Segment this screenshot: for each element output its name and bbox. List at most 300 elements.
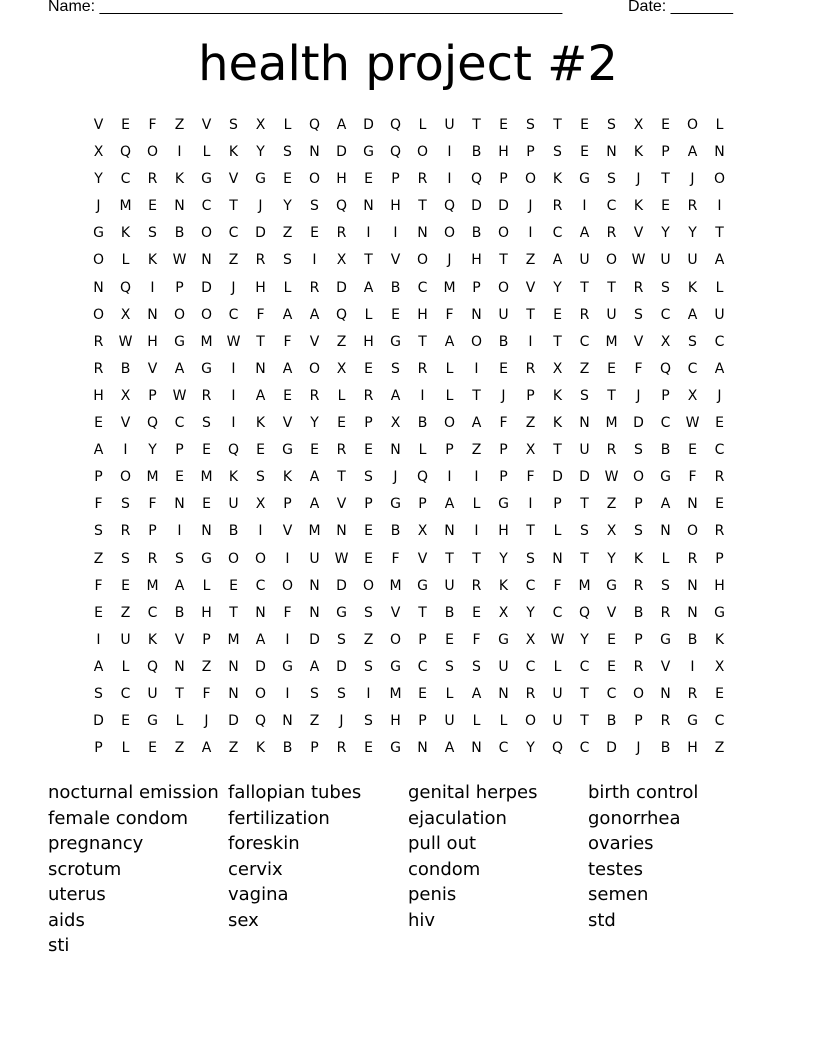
grid-letter: E (337, 415, 346, 432)
word-list-item: birth control (588, 782, 699, 803)
grid-letter: X (660, 333, 671, 350)
grid-letter: X (255, 496, 266, 513)
word-list-item: sex (228, 909, 259, 931)
grid-letter: C (255, 577, 266, 594)
grid-letter: O (686, 117, 699, 133)
grid-letter: R (147, 550, 158, 567)
grid-letter: G (660, 469, 671, 486)
grid-letter: Z (174, 740, 185, 757)
grid-letter: D (201, 279, 212, 296)
grid-letter: N (390, 442, 401, 459)
grid-letter: T (337, 469, 346, 486)
grid-letter: O (92, 306, 105, 323)
grid-letter: X (417, 523, 428, 540)
grid-letter: V (633, 225, 644, 242)
grid-letter: O (92, 252, 105, 269)
grid-letter: K (633, 144, 644, 161)
grid-letter: B (390, 279, 401, 296)
grid-letter: R (525, 685, 536, 702)
grid-letter: F (526, 469, 535, 486)
grid-letter: S (634, 442, 643, 459)
grid-letter: Q (254, 713, 267, 730)
grid-letter: D (471, 198, 482, 215)
grid-letter: I (582, 198, 587, 215)
grid-letter: V (201, 117, 212, 133)
grid-letter: P (499, 469, 508, 486)
grid-letter: M (389, 577, 402, 594)
grid-letter: L (499, 713, 508, 730)
grid-letter: L (202, 577, 211, 594)
grid-letter: V (228, 171, 239, 188)
grid-letter: C (660, 306, 671, 323)
grid-letter: V (147, 360, 158, 377)
grid-letter: K (228, 469, 239, 486)
grid-letter: E (499, 360, 508, 377)
grid-letter: K (147, 631, 158, 648)
grid-letter: S (256, 469, 265, 486)
grid-letter: I (528, 225, 533, 242)
grid-letter: S (553, 144, 562, 161)
grid-letter: U (309, 550, 320, 567)
grid-letter: P (175, 442, 184, 459)
grid-letter: P (418, 496, 427, 513)
grid-letter: F (391, 550, 400, 567)
grid-letter: N (309, 144, 320, 161)
grid-letter: E (715, 685, 724, 702)
grid-letter: N (255, 604, 266, 621)
grid-letter: Q (389, 144, 402, 161)
grid-letter: U (579, 252, 590, 269)
grid-letter: J (393, 469, 398, 486)
grid-letter: E (418, 685, 427, 702)
grid-letter: S (94, 523, 103, 540)
grid-letter: S (364, 604, 373, 621)
grid-letter: E (607, 631, 616, 648)
word-list-item: penis (408, 884, 457, 905)
grid-letter: D (552, 469, 563, 486)
grid-letter: L (121, 740, 130, 757)
grid-letter: A (471, 415, 482, 432)
grid-letter: W (226, 333, 241, 350)
grid-letter: G (390, 740, 401, 757)
grid-letter: E (499, 117, 508, 133)
grid-letter: P (202, 631, 211, 648)
grid-letter: N (687, 604, 698, 621)
grid-letter: C (579, 740, 590, 757)
grid-letter: L (445, 360, 454, 377)
grid-letter: F (283, 333, 292, 350)
grid-letter: M (308, 523, 321, 540)
grid-letter: C (525, 577, 536, 594)
grid-letter: C (120, 685, 131, 702)
grid-letter: R (552, 198, 563, 215)
grid-letter: C (417, 658, 428, 675)
grid-letter: Z (336, 333, 347, 350)
grid-letter: A (255, 631, 266, 648)
grid-letter: J (204, 713, 209, 730)
grid-letter: M (389, 685, 402, 702)
grid-letter: Y (526, 604, 535, 621)
grid-letter: O (416, 144, 429, 161)
grid-letter: N (471, 306, 482, 323)
grid-letter: A (174, 360, 185, 377)
grid-letter: P (553, 496, 562, 513)
grid-letter: L (337, 387, 346, 404)
grid-letter: M (605, 333, 618, 350)
grid-letter: E (94, 604, 103, 621)
grid-letter: J (231, 279, 236, 296)
grid-letter: N (201, 523, 212, 540)
grid-letter: Q (146, 658, 159, 675)
grid-letter: Y (310, 415, 319, 432)
grid-letter: I (690, 658, 695, 675)
grid-letter: H (255, 279, 266, 296)
grid-letter: U (579, 442, 590, 459)
grid-letter: Q (659, 360, 672, 377)
grid-letter: J (636, 740, 641, 757)
grid-letter: T (256, 333, 265, 350)
grid-letter: R (660, 713, 671, 730)
grid-letter: R (201, 387, 212, 404)
grid-letter: A (687, 144, 698, 161)
grid-letter: L (364, 306, 373, 323)
grid-letter: T (526, 523, 535, 540)
grid-letter: N (417, 225, 428, 242)
grid-letter: E (229, 577, 238, 594)
grid-letter: I (366, 225, 371, 242)
grid-letter: N (93, 279, 104, 296)
grid-letter: O (254, 685, 267, 702)
grid-letter: U (687, 252, 698, 269)
word-list-item: gonorrhea (588, 807, 681, 829)
grid-letter: Q (416, 469, 429, 486)
grid-letter: A (201, 740, 212, 757)
word-list-item: genital herpes (408, 782, 538, 803)
grid-letter: L (715, 117, 724, 133)
grid-letter: C (147, 604, 158, 621)
grid-letter: N (255, 360, 266, 377)
grid-letter: X (336, 360, 347, 377)
grid-letter: O (470, 333, 483, 350)
grid-letter: Z (228, 740, 239, 757)
word-search-grid (85, 112, 733, 762)
grid-letter: S (526, 550, 535, 567)
grid-letter: H (363, 333, 374, 350)
grid-letter: I (123, 442, 128, 459)
grid-letter: P (715, 550, 724, 567)
grid-letter: N (228, 685, 239, 702)
grid-letter: T (472, 387, 481, 404)
grid-letter: F (472, 631, 481, 648)
grid-letter: D (498, 198, 509, 215)
grid-letter: I (366, 685, 371, 702)
grid-letter: D (336, 144, 347, 161)
grid-letter: Y (553, 279, 562, 296)
grid-letter: C (687, 360, 698, 377)
grid-letter: G (174, 333, 185, 350)
grid-letter: X (687, 387, 698, 404)
grid-letter: R (633, 658, 644, 675)
grid-letter: D (336, 577, 347, 594)
grid-letter: L (175, 713, 184, 730)
grid-letter: N (309, 604, 320, 621)
grid-letter: I (447, 144, 452, 161)
grid-letter: G (606, 577, 617, 594)
grid-letter: L (472, 713, 481, 730)
grid-letter: S (634, 523, 643, 540)
grid-letter: W (685, 415, 700, 432)
grid-letter: L (472, 496, 481, 513)
grid-letter: U (714, 306, 725, 323)
grid-letter: T (472, 117, 481, 133)
grid-letter: P (94, 469, 103, 486)
grid-letter: S (364, 713, 373, 730)
grid-letter: D (255, 658, 266, 675)
grid-letter: O (497, 279, 510, 296)
grid-letter: T (715, 225, 724, 242)
grid-letter: Z (282, 225, 293, 242)
grid-letter: I (96, 631, 101, 648)
grid-letter: E (364, 360, 373, 377)
grid-letter: T (499, 252, 508, 269)
grid-letter: A (93, 658, 104, 675)
grid-letter: K (120, 225, 131, 242)
grid-letter: I (285, 631, 290, 648)
grid-letter: J (339, 713, 344, 730)
grid-letter: P (418, 713, 427, 730)
grid-letter: P (499, 442, 508, 459)
grid-letter: A (687, 306, 698, 323)
grid-letter: G (201, 550, 212, 567)
grid-letter: Y (148, 442, 157, 459)
grid-letter: M (146, 577, 159, 594)
grid-letter: M (578, 577, 591, 594)
grid-letter: F (256, 306, 265, 323)
grid-letter: R (93, 360, 104, 377)
grid-letter: F (148, 496, 157, 513)
grid-letter: D (93, 713, 104, 730)
grid-letter: N (147, 306, 158, 323)
grid-letter: C (525, 658, 536, 675)
grid-letter: S (445, 658, 454, 675)
grid-letter: P (472, 279, 481, 296)
grid-letter: K (552, 171, 563, 188)
grid-letter: E (661, 198, 670, 215)
grid-letter: R (714, 469, 725, 486)
grid-letter: V (417, 550, 428, 567)
grid-letter: L (553, 523, 562, 540)
grid-letter: V (390, 604, 401, 621)
grid-letter: G (282, 658, 293, 675)
grid-letter: V (120, 415, 131, 432)
grid-letter: X (606, 523, 617, 540)
grid-letter: X (93, 144, 104, 161)
grid-letter: T (553, 333, 562, 350)
grid-letter: Q (389, 117, 402, 133)
grid-letter: Z (93, 550, 104, 567)
grid-letter: I (528, 333, 533, 350)
grid-letter: E (121, 117, 130, 133)
grid-letter: H (93, 387, 104, 404)
grid-letter: P (94, 740, 103, 757)
page-title: health project #2 (198, 36, 618, 92)
grid-letter: O (254, 550, 267, 567)
grid-letter: B (417, 415, 428, 432)
grid-letter: G (336, 604, 347, 621)
grid-letter: Z (525, 252, 536, 269)
grid-letter: N (579, 415, 590, 432)
grid-letter: L (283, 279, 292, 296)
grid-letter: T (418, 333, 427, 350)
grid-letter: R (147, 171, 158, 188)
grid-letter: A (660, 496, 671, 513)
grid-letter: F (445, 306, 454, 323)
word-list-item: ejaculation (408, 807, 507, 829)
grid-letter: A (552, 252, 563, 269)
grid-letter: E (661, 117, 670, 133)
grid-letter: Y (499, 550, 508, 567)
grid-letter: U (147, 685, 158, 702)
grid-letter: A (309, 469, 320, 486)
grid-letter: T (364, 252, 373, 269)
grid-letter: P (418, 631, 427, 648)
grid-letter: E (121, 577, 130, 594)
grid-letter: S (364, 469, 373, 486)
grid-letter: C (228, 306, 239, 323)
grid-letter: E (715, 496, 724, 513)
grid-letter: N (714, 144, 725, 161)
grid-letter: O (173, 306, 186, 323)
grid-letter: E (364, 442, 373, 459)
grid-letter: A (363, 279, 374, 296)
word-list-item: semen (588, 884, 649, 905)
grid-letter: T (445, 550, 454, 567)
grid-letter: V (174, 631, 185, 648)
grid-letter: V (390, 252, 401, 269)
grid-letter: S (202, 415, 211, 432)
grid-letter: R (471, 577, 482, 594)
grid-letter: T (526, 306, 535, 323)
grid-letter: I (717, 198, 722, 215)
grid-letter: D (336, 279, 347, 296)
grid-letter: H (417, 306, 428, 323)
grid-letter: B (282, 740, 293, 757)
grid-letter: J (528, 198, 533, 215)
grid-letter: T (580, 685, 589, 702)
grid-letter: A (174, 577, 185, 594)
grid-letter: J (636, 387, 641, 404)
grid-letter: K (687, 279, 698, 296)
grid-letter: I (258, 523, 263, 540)
grid-letter: B (687, 631, 698, 648)
grid-letter: C (606, 685, 617, 702)
grid-letter: S (391, 360, 400, 377)
grid-letter: D (336, 658, 347, 675)
grid-letter: J (717, 387, 722, 404)
grid-letter: D (579, 469, 590, 486)
grid-letter: P (661, 144, 670, 161)
grid-letter: L (283, 117, 292, 133)
grid-letter: I (285, 685, 290, 702)
grid-letter: X (120, 387, 131, 404)
word-list-item: pull out (408, 833, 477, 854)
grid-letter: H (390, 713, 401, 730)
grid-letter: J (690, 171, 695, 188)
grid-letter: R (633, 577, 644, 594)
grid-letter: G (390, 496, 401, 513)
grid-letter: F (499, 415, 508, 432)
grid-letter: J (258, 198, 263, 215)
grid-letter: N (282, 713, 293, 730)
grid-letter: B (120, 360, 131, 377)
grid-letter: G (390, 333, 401, 350)
grid-letter: Z (606, 496, 617, 513)
grid-letter: G (687, 713, 698, 730)
grid-letter: K (228, 144, 239, 161)
grid-letter: C (606, 198, 617, 215)
grid-letter: P (364, 415, 373, 432)
grid-letter: H (687, 740, 698, 757)
grid-letter: S (634, 306, 643, 323)
grid-letter: A (93, 442, 104, 459)
grid-letter: L (121, 658, 130, 675)
grid-letter: L (553, 658, 562, 675)
grid-letter: A (444, 333, 455, 350)
grid-letter: G (660, 631, 671, 648)
grid-letter: Y (256, 144, 265, 161)
grid-letter: F (283, 604, 292, 621)
grid-letter: N (228, 658, 239, 675)
grid-letter: B (174, 225, 185, 242)
grid-letter: I (231, 387, 236, 404)
grid-letter: H (498, 144, 509, 161)
grid-letter: R (93, 333, 104, 350)
grid-letter: U (552, 713, 563, 730)
grid-letter: I (447, 469, 452, 486)
grid-letter: I (177, 144, 182, 161)
grid-letter: U (498, 306, 509, 323)
grid-letter: O (632, 469, 645, 486)
grid-letter: Z (525, 415, 536, 432)
grid-letter: O (281, 577, 294, 594)
grid-letter: O (308, 360, 321, 377)
grid-letter: F (94, 496, 103, 513)
grid-letter: K (552, 415, 563, 432)
grid-letter: E (580, 117, 589, 133)
grid-letter: R (363, 387, 374, 404)
word-list-item: aids (48, 909, 85, 931)
grid-letter: M (146, 469, 159, 486)
grid-letter: H (336, 171, 347, 188)
grid-letter: B (606, 713, 617, 730)
grid-letter: E (580, 144, 589, 161)
grid-letter: Z (309, 713, 320, 730)
grid-letter: D (309, 631, 320, 648)
grid-letter: S (121, 550, 130, 567)
grid-letter: G (390, 658, 401, 675)
grid-letter: X (525, 442, 536, 459)
grid-letter: O (416, 252, 429, 269)
grid-letter: R (336, 225, 347, 242)
grid-letter: B (498, 333, 509, 350)
grid-letter: S (121, 496, 130, 513)
grid-letter: E (607, 658, 616, 675)
grid-letter: W (334, 550, 349, 567)
grid-letter: U (606, 306, 617, 323)
grid-letter: E (364, 550, 373, 567)
grid-letter: Y (580, 631, 589, 648)
grid-letter: Q (119, 279, 132, 296)
